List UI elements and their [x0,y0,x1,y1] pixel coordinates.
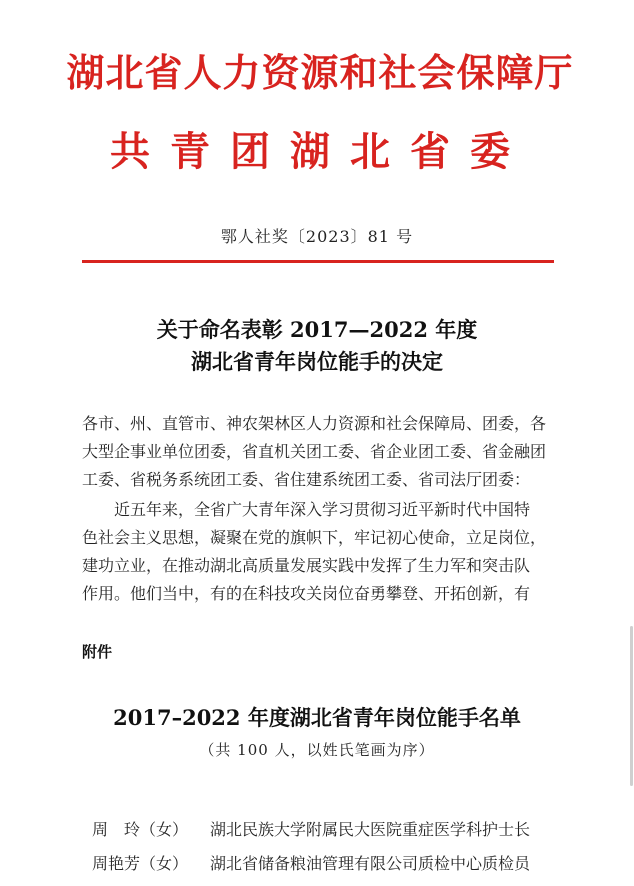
issuer-youth-league: 共青团湖北省委 [110,128,530,175]
document-number: 鄂人社奖〔2023〕81 号 [220,227,414,246]
attachment-title: 2017–2022 年度湖北省青年岗位能手名单 [113,705,521,730]
document-title-line1: 关于命名表彰 2017—2022 年度 [156,317,478,342]
issuer-hrss-department: 湖北省人力资源和社会保障厅 [66,50,574,95]
awardee-organization: 湖北民族大学附属民大医院重症医学科护士长 [210,820,531,839]
scrollbar[interactable] [630,626,633,786]
body-line: 色社会主义思想，凝聚在党的旗帜下，牢记初心使命，立足岗位， [82,528,547,547]
document-title-line2: 湖北省青年岗位能手的决定 [191,349,443,374]
list-item [92,851,612,874]
addressee-line: 各市、州、直管市、神农架林区人力资源和社会保障局、团委，各 [82,414,547,433]
list-item [92,817,612,840]
awardee-name: 周艳芳（女） [92,854,189,873]
addressee-line: 工委、省税务系统团工委、省住建系统团工委、省司法厅团委： [82,470,531,489]
attachment-label: 附件 [82,643,113,661]
awardee-organization: 湖北省储备粮油管理有限公司质检中心质检员 [210,854,531,873]
red-divider-line [82,260,554,263]
awardee-name: 周 玲（女） [92,820,189,839]
attachment-subtitle: （共 100 人，以姓氏笔画为序） [199,741,435,759]
body-paragraph [82,496,562,608]
body-line: 建功立业，在推动湖北高质量发展实践中发挥了生力军和突击队 [82,556,531,575]
body-line: 近五年来，全省广大青年深入学习贯彻习近平新时代中国特 [114,500,531,519]
addressee-line: 大型企事业单位团委，省直机关团工委、省企业团工委、省金融团 [82,442,547,461]
body-line: 作用。他们当中，有的在科技攻关岗位奋勇攀登、开拓创新，有 [82,584,531,603]
addressee-paragraph [82,410,562,494]
